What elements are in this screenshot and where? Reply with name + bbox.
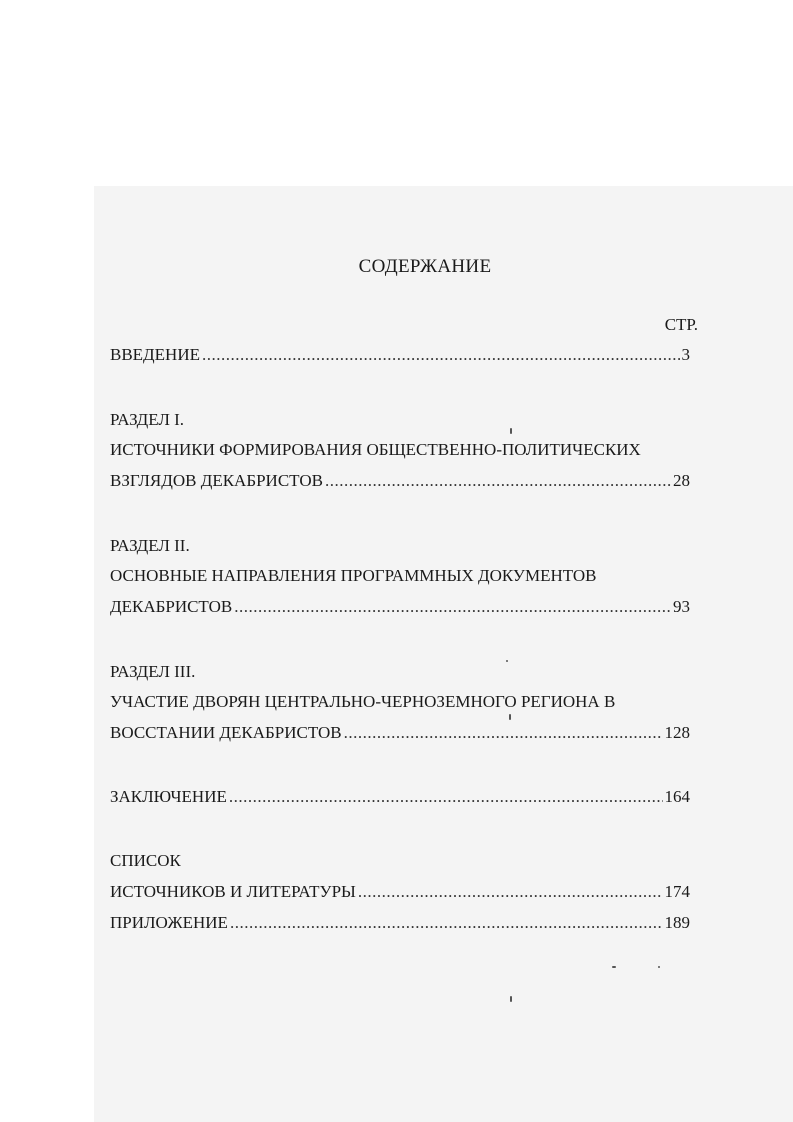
scan-speck — [612, 966, 616, 968]
section-2-heading: РАЗДЕЛ II. — [110, 536, 190, 555]
scan-speck — [658, 966, 660, 968]
toc-entry-label: ИСТОЧНИКОВ И ЛИТЕРАТУРЫ — [110, 882, 356, 901]
toc-entry-label: ВОССТАНИИ ДЕКАБРИСТОВ — [110, 723, 342, 742]
dot-leader — [234, 596, 671, 618]
toc-entry-page: 174 — [664, 882, 690, 901]
toc-entry-page: 3 — [681, 345, 690, 364]
toc-entry-conclusion[interactable] — [110, 786, 690, 808]
page-title: СОДЕРЖАНИЕ — [358, 256, 492, 277]
dot-leader — [202, 344, 680, 366]
dot-leader — [358, 881, 663, 903]
dot-leader — [230, 912, 663, 934]
toc-entry-page: 28 — [673, 471, 690, 490]
toc-entry-appendix[interactable] — [110, 912, 690, 934]
section-1-heading: РАЗДЕЛ I. — [110, 410, 185, 429]
toc-entry-introduction[interactable] — [110, 344, 690, 366]
toc-entry-page: 93 — [673, 597, 690, 616]
toc-entry-section-2[interactable] — [110, 596, 690, 618]
section-1-title-line: ИСТОЧНИКИ ФОРМИРОВАНИЯ ОБЩЕСТВЕННО-ПОЛИТИЧЕСКИХ — [110, 440, 641, 459]
toc-entry-label: ПРИЛОЖЕНИЕ — [110, 913, 228, 932]
toc-entry-page: 128 — [664, 723, 690, 742]
dot-leader — [344, 722, 663, 744]
section-2-title-line: ОСНОВНЫЕ НАПРАВЛЕНИЯ ПРОГРАММНЫХ ДОКУМЕНТОВ — [110, 566, 597, 585]
page-column-label: СТР. — [664, 315, 698, 334]
bibliography-heading: СПИСОК — [110, 851, 181, 870]
section-3-heading: РАЗДЕЛ III. — [110, 662, 196, 681]
toc-entry-label: ВВЕДЕНИЕ — [110, 345, 200, 364]
toc-entry-label: ДЕКАБРИСТОВ — [110, 597, 233, 616]
scan-speck — [506, 660, 508, 662]
toc-entry-section-3[interactable] — [110, 722, 690, 744]
dot-leader — [229, 786, 663, 808]
section-3-title-line: УЧАСТИЕ ДВОРЯН ЦЕНТРАЛЬНО-ЧЕРНОЗЕМНОГО РЕГИОНА В — [110, 692, 616, 711]
toc-entry-section-1[interactable] — [110, 470, 690, 492]
toc-entry-page: 164 — [664, 787, 690, 806]
scan-speck — [510, 428, 512, 434]
toc-entry-bibliography[interactable] — [110, 881, 690, 903]
scan-speck — [509, 714, 511, 720]
toc-entry-label: ВЗГЛЯДОВ ДЕКАБРИСТОВ — [110, 471, 323, 490]
toc-entry-label: ЗАКЛЮЧЕНИЕ — [110, 787, 227, 806]
dot-leader — [325, 470, 671, 492]
scan-speck — [510, 996, 512, 1002]
toc-entry-page: 189 — [664, 913, 690, 932]
